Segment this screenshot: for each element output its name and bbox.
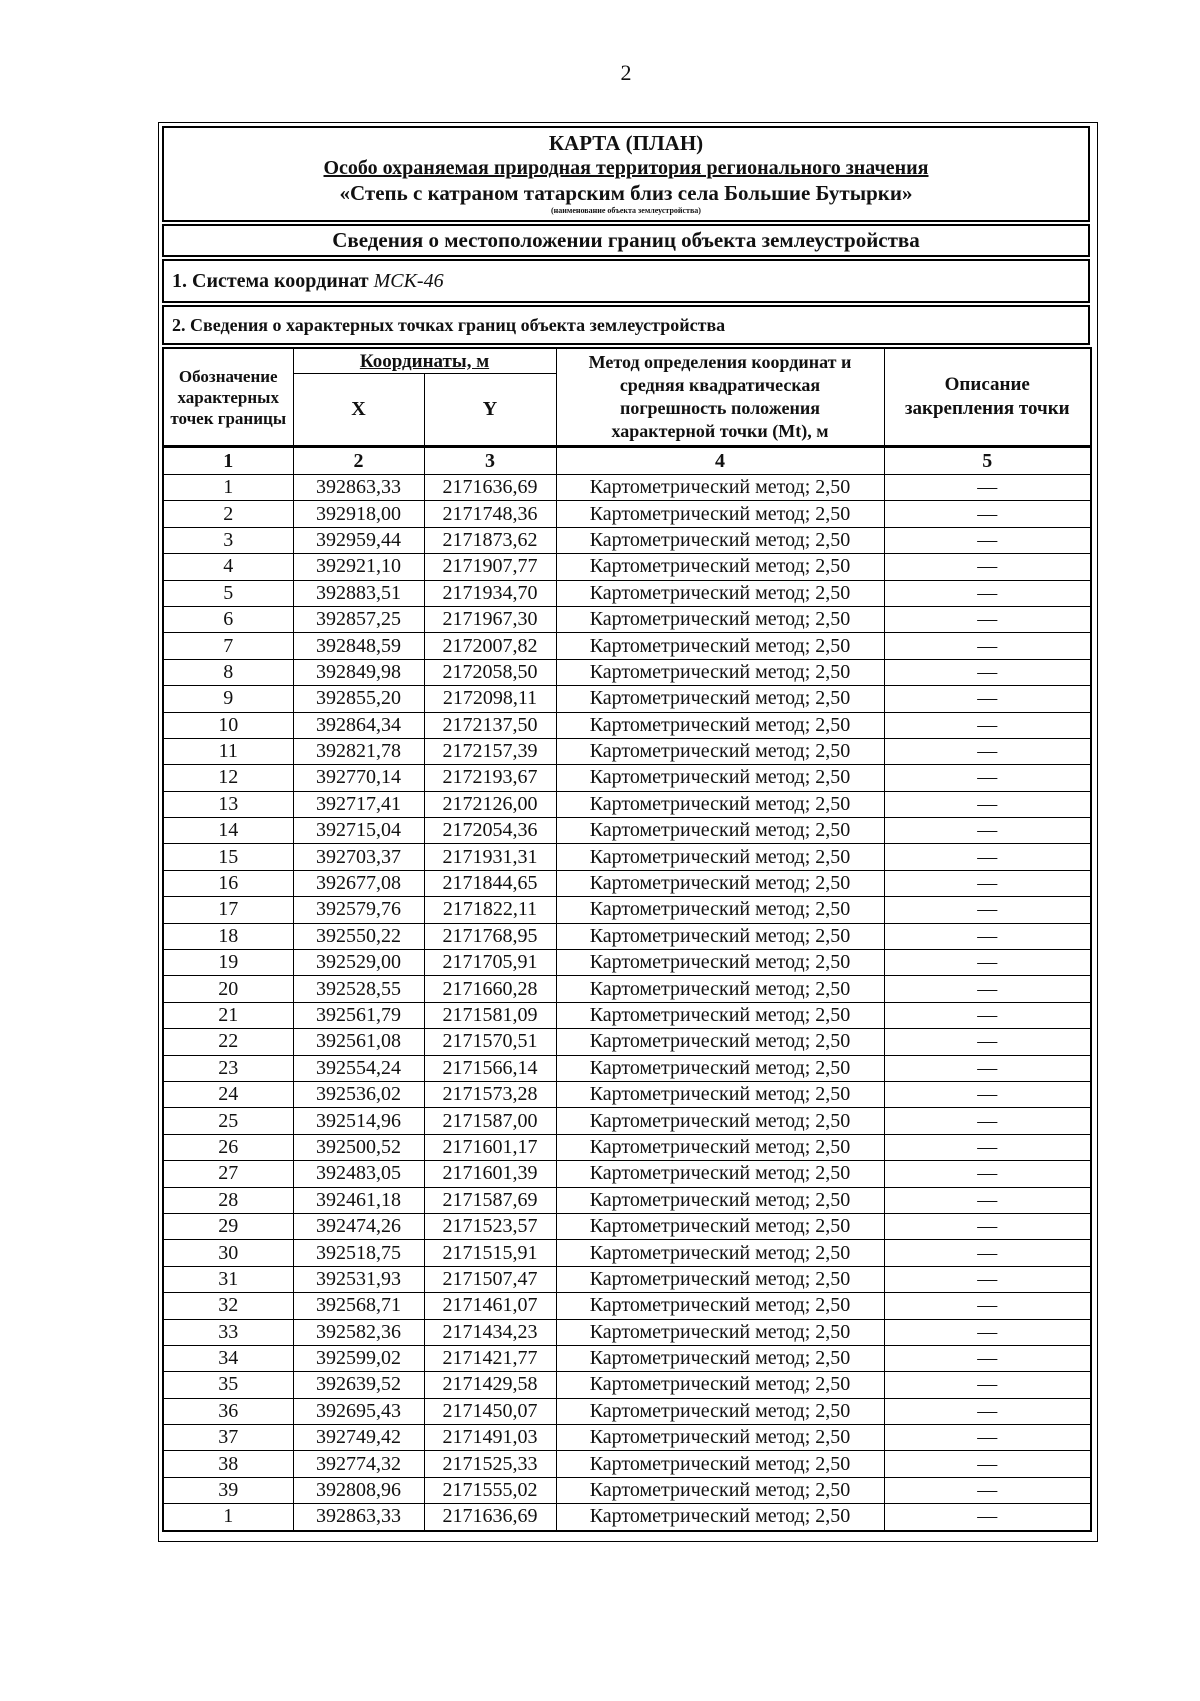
column-number: 3 bbox=[424, 447, 556, 475]
description-cell: — bbox=[884, 870, 1091, 896]
coord-y: 2171636,69 bbox=[424, 1504, 556, 1531]
table-row bbox=[163, 1081, 1091, 1107]
coord-x: 392703,37 bbox=[293, 844, 424, 870]
table-row bbox=[163, 1002, 1091, 1028]
column-number: 4 bbox=[556, 447, 884, 475]
description-cell: — bbox=[884, 1477, 1091, 1503]
method-cell: Картометрический метод; 2,50 bbox=[556, 475, 884, 501]
table-row bbox=[163, 738, 1091, 764]
table-row bbox=[163, 1187, 1091, 1213]
description-cell: — bbox=[884, 501, 1091, 527]
coordinate-system bbox=[162, 259, 1090, 303]
description-cell: — bbox=[884, 1293, 1091, 1319]
column-number: 2 bbox=[293, 447, 424, 475]
method-cell: Картометрический метод; 2,50 bbox=[556, 1029, 884, 1055]
coord-y: 2171450,07 bbox=[424, 1398, 556, 1424]
method-cell: Картометрический метод; 2,50 bbox=[556, 765, 884, 791]
method-cell: Картометрический метод; 2,50 bbox=[556, 1134, 884, 1160]
coord-y: 2171525,33 bbox=[424, 1451, 556, 1477]
table-row bbox=[163, 606, 1091, 632]
description-cell: — bbox=[884, 1266, 1091, 1292]
point-number: 7 bbox=[163, 633, 293, 659]
coord-x: 392579,76 bbox=[293, 897, 424, 923]
page-number: 2 bbox=[620, 60, 632, 85]
method-cell: Картометрический метод; 2,50 bbox=[556, 1451, 884, 1477]
coord-y: 2171844,65 bbox=[424, 870, 556, 896]
method-cell: Картометрический метод; 2,50 bbox=[556, 1372, 884, 1398]
description-cell: — bbox=[884, 1240, 1091, 1266]
point-number: 10 bbox=[163, 712, 293, 738]
coord-y: 2171566,14 bbox=[424, 1055, 556, 1081]
point-number: 1 bbox=[163, 1504, 293, 1531]
method-cell: Картометрический метод; 2,50 bbox=[556, 1504, 884, 1531]
method-cell: Картометрический метод; 2,50 bbox=[556, 686, 884, 712]
coord-x: 392695,43 bbox=[293, 1398, 424, 1424]
method-cell: Картометрический метод; 2,50 bbox=[556, 870, 884, 896]
coord-x: 392561,79 bbox=[293, 1002, 424, 1028]
method-cell: Картометрический метод; 2,50 bbox=[556, 976, 884, 1002]
table-row bbox=[163, 870, 1091, 896]
point-number: 24 bbox=[163, 1081, 293, 1107]
point-number: 33 bbox=[163, 1319, 293, 1345]
coord-y: 2171555,02 bbox=[424, 1477, 556, 1503]
point-number: 4 bbox=[163, 554, 293, 580]
document-body bbox=[162, 126, 1090, 1532]
coord-x: 392848,59 bbox=[293, 633, 424, 659]
table-row bbox=[163, 527, 1091, 553]
method-cell: Картометрический метод; 2,50 bbox=[556, 1319, 884, 1345]
table-row bbox=[163, 686, 1091, 712]
point-number: 19 bbox=[163, 950, 293, 976]
description-cell: — bbox=[884, 475, 1091, 501]
table-row bbox=[163, 633, 1091, 659]
column-number: 5 bbox=[884, 447, 1091, 475]
title-block bbox=[162, 126, 1090, 222]
coord-y: 2172193,67 bbox=[424, 765, 556, 791]
method-cell: Картометрический метод; 2,50 bbox=[556, 1108, 884, 1134]
point-number: 14 bbox=[163, 818, 293, 844]
description-cell: — bbox=[884, 1398, 1091, 1424]
coord-x: 392857,25 bbox=[293, 606, 424, 632]
coord-y: 2171570,51 bbox=[424, 1029, 556, 1055]
method-cell: Картометрический метод; 2,50 bbox=[556, 554, 884, 580]
method-cell: Картометрический метод; 2,50 bbox=[556, 1345, 884, 1371]
object-name-caption: (наименование объекта землеустройства) bbox=[551, 206, 701, 215]
description-cell: — bbox=[884, 554, 1091, 580]
territory-subtitle: Особо охраняемая природная территория регионального значения bbox=[323, 157, 929, 179]
coord-y: 2171421,77 bbox=[424, 1345, 556, 1371]
description-cell: — bbox=[884, 791, 1091, 817]
description-cell: — bbox=[884, 818, 1091, 844]
description-cell: — bbox=[884, 765, 1091, 791]
table-row bbox=[163, 1345, 1091, 1371]
table-row bbox=[163, 1108, 1091, 1134]
table-row bbox=[163, 976, 1091, 1002]
table-row bbox=[163, 712, 1091, 738]
coord-x: 392808,96 bbox=[293, 1477, 424, 1503]
point-number: 21 bbox=[163, 1002, 293, 1028]
coord-x: 392918,00 bbox=[293, 501, 424, 527]
points-section-title: 2. Сведения о характерных точках границ объекта землеустройства bbox=[162, 305, 1090, 345]
description-cell: — bbox=[884, 712, 1091, 738]
description-cell: — bbox=[884, 1161, 1091, 1187]
coord-x: 392774,32 bbox=[293, 1451, 424, 1477]
point-number: 3 bbox=[163, 527, 293, 553]
method-cell: Картометрический метод; 2,50 bbox=[556, 580, 884, 606]
method-cell: Картометрический метод; 2,50 bbox=[556, 1081, 884, 1107]
table-row bbox=[163, 1213, 1091, 1239]
description-cell: — bbox=[884, 976, 1091, 1002]
coord-y: 2171660,28 bbox=[424, 976, 556, 1002]
coord-y: 2171967,30 bbox=[424, 606, 556, 632]
description-cell: — bbox=[884, 1504, 1091, 1531]
method-cell: Картометрический метод; 2,50 bbox=[556, 1293, 884, 1319]
table-row bbox=[163, 1425, 1091, 1451]
table-row bbox=[163, 950, 1091, 976]
coord-y: 2171434,23 bbox=[424, 1319, 556, 1345]
coord-x: 392883,51 bbox=[293, 580, 424, 606]
description-cell: — bbox=[884, 1213, 1091, 1239]
table-row bbox=[163, 501, 1091, 527]
coord-y: 2171507,47 bbox=[424, 1266, 556, 1292]
description-cell: — bbox=[884, 1345, 1091, 1371]
coord-x: 392863,33 bbox=[293, 1504, 424, 1531]
coord-y: 2171601,17 bbox=[424, 1134, 556, 1160]
coord-y: 2171768,95 bbox=[424, 923, 556, 949]
coord-y: 2171705,91 bbox=[424, 950, 556, 976]
point-number: 17 bbox=[163, 897, 293, 923]
column-number: 1 bbox=[163, 447, 293, 475]
point-number: 13 bbox=[163, 791, 293, 817]
coord-y: 2172126,00 bbox=[424, 791, 556, 817]
coord-x: 392770,14 bbox=[293, 765, 424, 791]
coord-x: 392518,75 bbox=[293, 1240, 424, 1266]
method-cell: Картометрический метод; 2,50 bbox=[556, 791, 884, 817]
coord-x: 392561,08 bbox=[293, 1029, 424, 1055]
method-cell: Картометрический метод; 2,50 bbox=[556, 1398, 884, 1424]
coord-x: 392639,52 bbox=[293, 1372, 424, 1398]
description-cell: — bbox=[884, 1187, 1091, 1213]
point-number: 15 bbox=[163, 844, 293, 870]
header-coords bbox=[293, 348, 556, 374]
point-number: 6 bbox=[163, 606, 293, 632]
coord-x: 392715,04 bbox=[293, 818, 424, 844]
coord-y: 2171822,11 bbox=[424, 897, 556, 923]
coord-x: 392500,52 bbox=[293, 1134, 424, 1160]
coord-x: 392528,55 bbox=[293, 976, 424, 1002]
point-number: 1 bbox=[163, 475, 293, 501]
coord-y: 2172054,36 bbox=[424, 818, 556, 844]
method-cell: Картометрический метод; 2,50 bbox=[556, 527, 884, 553]
table-row bbox=[163, 1240, 1091, 1266]
point-number: 22 bbox=[163, 1029, 293, 1055]
coord-x: 392531,93 bbox=[293, 1266, 424, 1292]
coordinates-table-body bbox=[163, 447, 1091, 1531]
method-cell: Картометрический метод; 2,50 bbox=[556, 1266, 884, 1292]
table-row bbox=[163, 580, 1091, 606]
coord-y: 2171491,03 bbox=[424, 1425, 556, 1451]
point-number: 18 bbox=[163, 923, 293, 949]
point-number: 27 bbox=[163, 1161, 293, 1187]
description-cell: — bbox=[884, 1081, 1091, 1107]
column-numbers-row bbox=[163, 447, 1091, 475]
table-row bbox=[163, 923, 1091, 949]
point-number: 11 bbox=[163, 738, 293, 764]
description-cell: — bbox=[884, 1319, 1091, 1345]
coord-x: 392568,71 bbox=[293, 1293, 424, 1319]
point-number: 8 bbox=[163, 659, 293, 685]
coordinate-system-label: 1. Система координат bbox=[172, 270, 369, 292]
description-cell: — bbox=[884, 1372, 1091, 1398]
method-cell: Картометрический метод; 2,50 bbox=[556, 1187, 884, 1213]
table-row bbox=[163, 554, 1091, 580]
point-number: 39 bbox=[163, 1477, 293, 1503]
point-number: 2 bbox=[163, 501, 293, 527]
coord-x: 392536,02 bbox=[293, 1081, 424, 1107]
coord-y: 2172098,11 bbox=[424, 686, 556, 712]
method-cell: Картометрический метод; 2,50 bbox=[556, 1213, 884, 1239]
table-row bbox=[163, 1029, 1091, 1055]
description-cell: — bbox=[884, 527, 1091, 553]
table-row bbox=[163, 1134, 1091, 1160]
method-cell: Картометрический метод; 2,50 bbox=[556, 844, 884, 870]
coord-y: 2171573,28 bbox=[424, 1081, 556, 1107]
description-cell: — bbox=[884, 633, 1091, 659]
coord-y: 2171429,58 bbox=[424, 1372, 556, 1398]
point-number: 26 bbox=[163, 1134, 293, 1160]
table-row bbox=[163, 1319, 1091, 1345]
object-name: «Степь с катраном татарским близ села Большие Бутырки» bbox=[339, 181, 913, 205]
description-cell: — bbox=[884, 1055, 1091, 1081]
coordinate-system-value: МСК-46 bbox=[373, 270, 444, 292]
coord-y: 2171523,57 bbox=[424, 1213, 556, 1239]
coord-y: 2171934,70 bbox=[424, 580, 556, 606]
description-cell: — bbox=[884, 923, 1091, 949]
method-cell: Картометрический метод; 2,50 bbox=[556, 1425, 884, 1451]
point-number: 23 bbox=[163, 1055, 293, 1081]
coord-y: 2171873,62 bbox=[424, 527, 556, 553]
method-cell: Картометрический метод; 2,50 bbox=[556, 1055, 884, 1081]
coord-x: 392855,20 bbox=[293, 686, 424, 712]
header-x: X bbox=[293, 374, 424, 447]
description-cell: — bbox=[884, 1425, 1091, 1451]
coord-x: 392864,34 bbox=[293, 712, 424, 738]
table-row bbox=[163, 1161, 1091, 1187]
coord-x: 392749,42 bbox=[293, 1425, 424, 1451]
header-description: Описание закрепления точки bbox=[884, 348, 1091, 447]
method-cell: Картометрический метод; 2,50 bbox=[556, 1477, 884, 1503]
coord-y: 2171748,36 bbox=[424, 501, 556, 527]
point-number: 30 bbox=[163, 1240, 293, 1266]
point-number: 5 bbox=[163, 580, 293, 606]
description-cell: — bbox=[884, 1029, 1091, 1055]
section-title: Сведения о местоположении границ объекта землеустройства bbox=[162, 224, 1090, 257]
coord-x: 392554,24 bbox=[293, 1055, 424, 1081]
description-cell: — bbox=[884, 1002, 1091, 1028]
coord-x: 392483,05 bbox=[293, 1161, 424, 1187]
table-row bbox=[163, 1293, 1091, 1319]
table-row bbox=[163, 897, 1091, 923]
coordinates-table bbox=[162, 347, 1092, 1532]
method-cell: Картометрический метод; 2,50 bbox=[556, 897, 884, 923]
point-number: 32 bbox=[163, 1293, 293, 1319]
coord-y: 2171515,91 bbox=[424, 1240, 556, 1266]
point-number: 31 bbox=[163, 1266, 293, 1292]
coord-x: 392959,44 bbox=[293, 527, 424, 553]
method-cell: Картометрический метод; 2,50 bbox=[556, 633, 884, 659]
coord-x: 392717,41 bbox=[293, 791, 424, 817]
table-row bbox=[163, 791, 1091, 817]
description-cell: — bbox=[884, 686, 1091, 712]
coord-x: 392514,96 bbox=[293, 1108, 424, 1134]
coord-y: 2172058,50 bbox=[424, 659, 556, 685]
coord-y: 2171907,77 bbox=[424, 554, 556, 580]
coord-x: 392921,10 bbox=[293, 554, 424, 580]
description-cell: — bbox=[884, 1451, 1091, 1477]
point-number: 34 bbox=[163, 1345, 293, 1371]
coord-x: 392863,33 bbox=[293, 475, 424, 501]
table-row bbox=[163, 659, 1091, 685]
point-number: 29 bbox=[163, 1213, 293, 1239]
method-cell: Картометрический метод; 2,50 bbox=[556, 923, 884, 949]
description-cell: — bbox=[884, 580, 1091, 606]
table-row bbox=[163, 1372, 1091, 1398]
method-cell: Картометрический метод; 2,50 bbox=[556, 818, 884, 844]
point-number: 28 bbox=[163, 1187, 293, 1213]
table-row bbox=[163, 1451, 1091, 1477]
table-row bbox=[163, 475, 1091, 501]
coord-y: 2171931,31 bbox=[424, 844, 556, 870]
point-number: 35 bbox=[163, 1372, 293, 1398]
point-number: 20 bbox=[163, 976, 293, 1002]
coord-x: 392582,36 bbox=[293, 1319, 424, 1345]
coord-y: 2172137,50 bbox=[424, 712, 556, 738]
description-cell: — bbox=[884, 738, 1091, 764]
table-row bbox=[163, 765, 1091, 791]
coord-y: 2171581,09 bbox=[424, 1002, 556, 1028]
coord-x: 392461,18 bbox=[293, 1187, 424, 1213]
method-cell: Картометрический метод; 2,50 bbox=[556, 1240, 884, 1266]
point-number: 12 bbox=[163, 765, 293, 791]
description-cell: — bbox=[884, 1134, 1091, 1160]
coord-x: 392529,00 bbox=[293, 950, 424, 976]
method-cell: Картометрический метод; 2,50 bbox=[556, 659, 884, 685]
method-cell: Картометрический метод; 2,50 bbox=[556, 950, 884, 976]
coord-x: 392677,08 bbox=[293, 870, 424, 896]
header-method: Метод определения координат и средняя квадратическая погрешность положения характерной точки (Mt), м bbox=[556, 348, 884, 447]
coord-y: 2171461,07 bbox=[424, 1293, 556, 1319]
point-number: 38 bbox=[163, 1451, 293, 1477]
coord-y: 2171636,69 bbox=[424, 475, 556, 501]
table-row bbox=[163, 1398, 1091, 1424]
coord-y: 2172157,39 bbox=[424, 738, 556, 764]
method-cell: Картометрический метод; 2,50 bbox=[556, 606, 884, 632]
table-row bbox=[163, 1266, 1091, 1292]
description-cell: — bbox=[884, 659, 1091, 685]
method-cell: Картометрический метод; 2,50 bbox=[556, 712, 884, 738]
coord-x: 392821,78 bbox=[293, 738, 424, 764]
description-cell: — bbox=[884, 897, 1091, 923]
coord-y: 2171587,00 bbox=[424, 1108, 556, 1134]
map-title: КАРТА (ПЛАН) bbox=[548, 131, 704, 155]
method-cell: Картометрический метод; 2,50 bbox=[556, 501, 884, 527]
point-number: 25 bbox=[163, 1108, 293, 1134]
description-cell: — bbox=[884, 606, 1091, 632]
point-number: 16 bbox=[163, 870, 293, 896]
coord-y: 2171601,39 bbox=[424, 1161, 556, 1187]
description-cell: — bbox=[884, 1108, 1091, 1134]
point-number: 9 bbox=[163, 686, 293, 712]
table-row bbox=[163, 844, 1091, 870]
header-y: Y bbox=[424, 374, 556, 447]
point-number: 37 bbox=[163, 1425, 293, 1451]
coord-x: 392550,22 bbox=[293, 923, 424, 949]
description-cell: — bbox=[884, 950, 1091, 976]
method-cell: Картометрический метод; 2,50 bbox=[556, 1002, 884, 1028]
coord-x: 392849,98 bbox=[293, 659, 424, 685]
coord-y: 2171587,69 bbox=[424, 1187, 556, 1213]
table-row bbox=[163, 818, 1091, 844]
table-row bbox=[163, 1055, 1091, 1081]
header-designation: Обозначение характерных точек границы bbox=[163, 348, 293, 447]
coord-y: 2172007,82 bbox=[424, 633, 556, 659]
description-cell: — bbox=[884, 844, 1091, 870]
coord-x: 392474,26 bbox=[293, 1213, 424, 1239]
table-row bbox=[163, 1477, 1091, 1503]
method-cell: Картометрический метод; 2,50 bbox=[556, 738, 884, 764]
method-cell: Картометрический метод; 2,50 bbox=[556, 1161, 884, 1187]
coord-x: 392599,02 bbox=[293, 1345, 424, 1371]
point-number: 36 bbox=[163, 1398, 293, 1424]
table-row bbox=[163, 1504, 1091, 1531]
header-coords-label: Координаты, м bbox=[359, 350, 490, 372]
